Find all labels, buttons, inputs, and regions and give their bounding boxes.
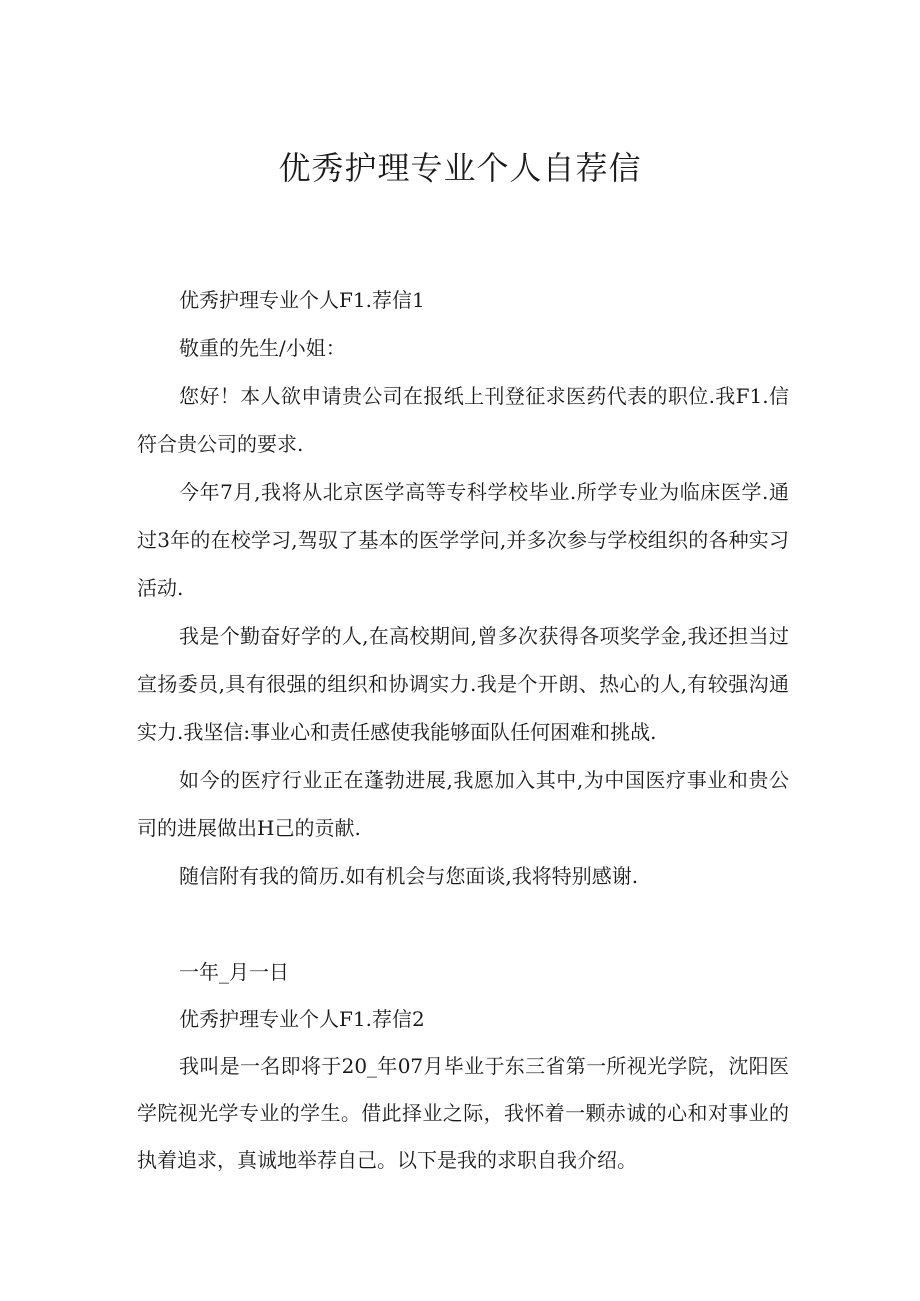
date-line: 一年_月一日 [179,960,289,984]
letter1-paragraph: 随信附有我的简历.如有机会与您面谈,我将特别感谢. [179,864,639,888]
letter2-paragraph: 我叫是一名即将于20_年07月毕业于东三省第一所视光学院，沈阳医学院视光学专业的学生。借此择业之际，我怀着一颗赤诚的心和对事业的执着追求，真诚地举荐自己。以下是我的求职自我介绍。 [137,1054,789,1172]
document-body [137,276,789,1184]
letter1-paragraph: 如今的医疗行业正在蓬勃进展,我愿加入其中,为中国医疗事业和贵公司的进展做出H己的贡献. [137,768,789,840]
letter1-paragraph: 我是个勤奋好学的人,在高校期间,曾多次获得各项奖学金,我还担当过宣扬委员,具有很强的组织和协调实力.我是个开朗、热心的人,有较强沟通实力.我坚信:事业心和责任感使我能够面队任何困难和挑战. [137,624,789,744]
letter1-paragraph: 您好！本人欲申请贵公司在报纸上刊登征求医药代表的职位.我F1.信符合贵公司的要求. [137,384,789,456]
letter1-paragraph: 今年7月,我将从北京医学高等专科学校毕业.所学专业为临床医学.通过3年的在校学习,驾驭了基本的医学学问,并多次参与学校组织的各种实习活动. [137,480,789,600]
letter1-heading: 优秀护理专业个人F1.荐信1 [179,288,425,312]
document-title: 优秀护理专业个人自荐信 [278,149,642,187]
letter2-heading: 优秀护理专业个人F1.荐信2 [179,1007,425,1031]
salutation: 敬重的先生/小姐： [179,336,346,360]
